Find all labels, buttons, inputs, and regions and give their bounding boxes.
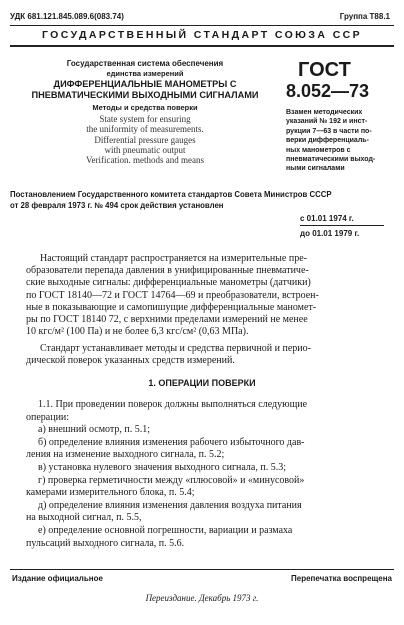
intro-paragraph-1 <box>26 253 386 338</box>
list-item: а) внешний осмотр, п. 5.1; <box>38 424 151 436</box>
gost-label: ГОСТ <box>298 59 351 81</box>
intro-line: ские выходные сигналы: дифференциальные манометры (датчики) <box>26 277 311 289</box>
intro-line: ры по ГОСТ 18140 72, с верхними пределами измерений не менее <box>26 314 308 326</box>
english-line: Verification. methods and means <box>86 155 204 166</box>
section-operations-list <box>26 399 386 550</box>
standard-title: ГОСУДАРСТВЕННЫЙ СТАНДАРТ СОЮЗА ССР <box>41 29 363 41</box>
list-item-continued: ления на изменение выходного сигнала, п. 5.2; <box>26 449 225 461</box>
methods-line: Методы и средства поверки <box>92 103 198 112</box>
english-line: with pneumatic output <box>104 144 186 155</box>
intro-line: дической поверок указанных средств измерений. <box>26 355 235 367</box>
group-code: Группа Т88.1 <box>339 12 390 21</box>
section-heading: 1. ОПЕРАЦИИ ПОВЕРКИ <box>148 378 256 388</box>
main-title-line-2: ПНЕВМАТИЧЕСКИМИ ВЫХОДНЫМИ СИГНАЛАМИ <box>31 90 259 100</box>
intro-line: по ГОСТ 18140—72 и ГОСТ 14764—69 и преобразователи, встроен- <box>26 289 319 301</box>
gost-block <box>280 60 398 174</box>
system-line-2: единства измерений <box>106 69 184 78</box>
replacement-line: пневматическими выход- <box>286 156 376 164</box>
intro-line: 10 кгс/м² (100 Па) и не более 6,3 кгс/см² (0,63 МПа). <box>26 326 249 338</box>
list-item-continued: пульсаций выходного сигнала, п. 5.6. <box>26 537 185 549</box>
footer-rule <box>10 569 394 570</box>
replacement-line: ными сигналами <box>286 165 345 173</box>
intro-line: ные в показывающие и самопишущие дифференциальные маномет- <box>26 301 317 313</box>
date-to: до 01.01 1979 г. <box>300 229 360 238</box>
system-line-1: Государственная система обеспечения <box>66 59 224 68</box>
list-item: в) установка нулевого значения выходного сигнала, п. 5.3; <box>38 461 286 473</box>
replacement-line: указаний № 192 и инст- <box>286 118 368 126</box>
replacement-note <box>286 108 398 174</box>
intro-line: образователи перепада давления в унифицированные пневматиче- <box>26 265 309 277</box>
dates-rule <box>300 225 384 227</box>
header-rule-bottom <box>10 45 394 47</box>
section-line: 1.1. При проведении поверок должны выполняться следующие <box>38 399 308 410</box>
list-item: г) проверка герметичности между «плюсовой» и «минусовой» <box>38 474 305 486</box>
list-item: б) определение влияния изменения рабочего избыточного дав- <box>38 436 305 448</box>
list-item: е) определение основной погрешности, вариации и размаха <box>38 524 293 536</box>
list-item: д) определение влияния изменения давления воздуха питания <box>38 499 302 511</box>
title-block <box>10 58 280 165</box>
list-item-continued: на выходной сигнал, п. 5.5, <box>26 512 142 524</box>
decree-line-2: от 28 февраля 1973 г. № 494 срок действия установлен <box>10 201 224 210</box>
reissue-note: Переиздание. Декабрь 1973 г. <box>145 593 259 603</box>
date-from: с 01.01 1974 г. <box>300 214 354 223</box>
english-line: State system for ensuring <box>99 114 191 124</box>
decree-line-1: Постановлением Государственного комитета стандартов Совета Министров СССР <box>10 190 332 199</box>
section-line: операции: <box>26 411 70 423</box>
english-line: the uniformity of measurements. <box>86 124 204 135</box>
intro-line: Настоящий стандарт распространяется на измерительные пре- <box>40 253 307 264</box>
main-title-line-1: ДИФФЕРЕНЦИАЛЬНЫЕ МАНОМЕТРЫ С <box>53 79 237 89</box>
validity-dates <box>300 213 384 239</box>
reprint-ban: Перепечатка воспрещена <box>291 574 392 583</box>
replacement-line: ных манометров с <box>286 146 351 154</box>
header-rule-top <box>10 25 394 26</box>
intro-paragraph-2 <box>26 343 386 367</box>
gost-number: 8.052—73 <box>286 81 370 101</box>
replacement-line: рукции 7—63 в части по- <box>286 127 372 135</box>
list-item-continued: камерами измерительного блока, п. 5.4; <box>26 487 195 499</box>
udk-code: УДК 681.121.845.089.6(083.74) <box>10 12 124 21</box>
decree <box>10 189 394 211</box>
intro-line: Стандарт устанавливает методы и средства первичной и перио- <box>40 343 311 354</box>
official-edition: Издание официальное <box>12 574 103 583</box>
replacement-line: Взамен методических <box>286 109 363 116</box>
english-line: Differential pressure gauges <box>94 134 196 145</box>
replacement-line: верки дифференциаль- <box>286 137 369 145</box>
english-title <box>10 114 280 165</box>
